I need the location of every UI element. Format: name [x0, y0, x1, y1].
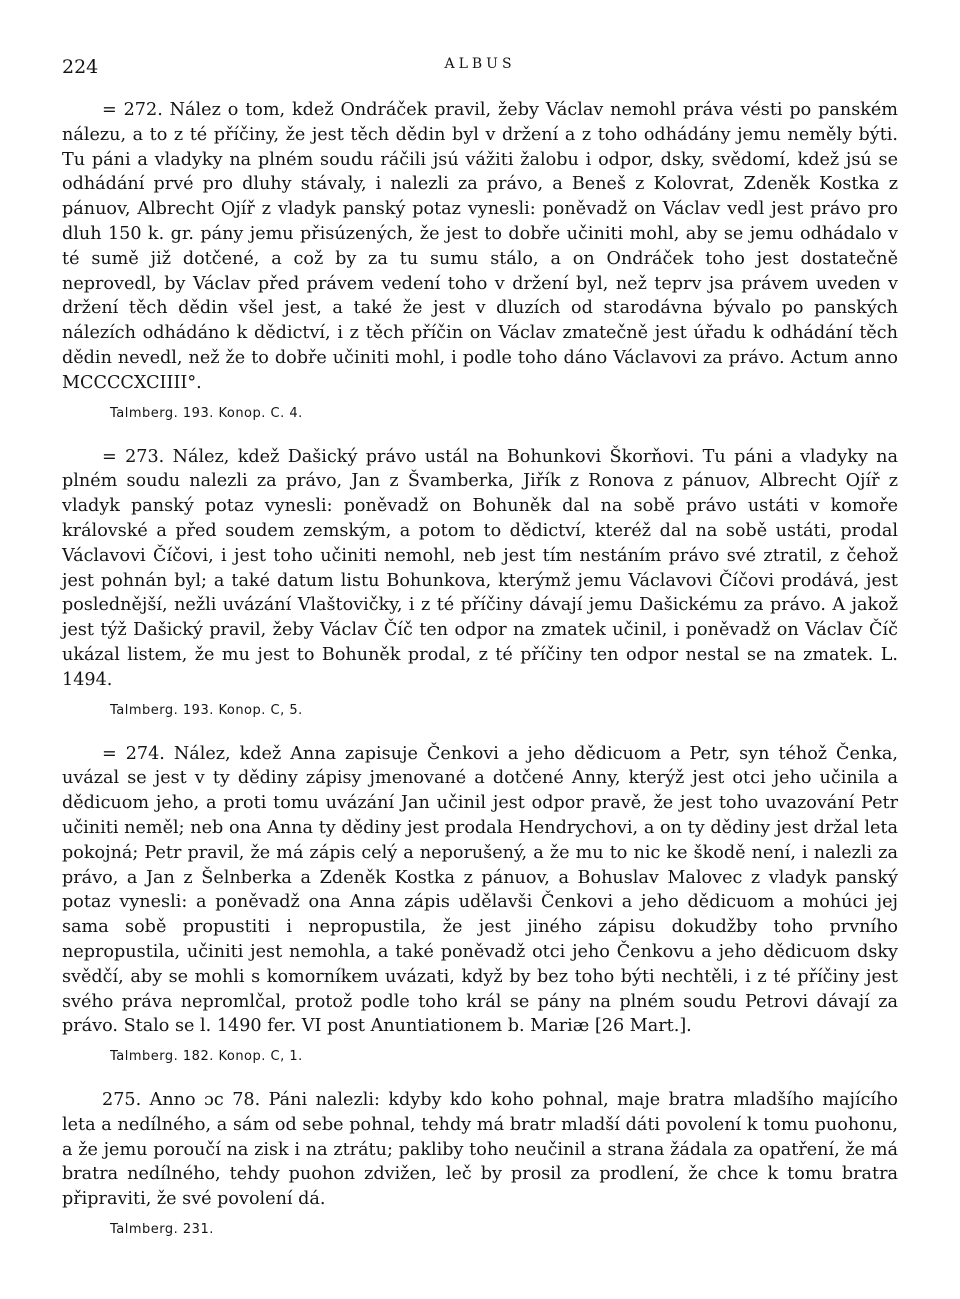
entry-text: 275. Anno ɔc 78. Páni nalezli: kdyby kdo koho pohnal, maje bratra mladšího majícího leta a nedílného, a sám od sebe pohnal, tehdy má bratr mladší dáti povolení k tomu puohonu, a že jemu poroučí na zisk i na ztrátu; pakliby toho neučinil a strana žádala za opatření, že má bratra nedílného, tehdy puohon zdvižen, leč by prosil za prodlení, že chce k tomu bratra připraviti, že své povolení dá. [62, 1090, 898, 1210]
source-citation: Talmberg. 193. Konop. C. 4. [110, 405, 303, 421]
source-citation: Talmberg. 231. [110, 1222, 214, 1238]
source-citation: Talmberg. 193. Konop. C, 5. [110, 702, 303, 718]
entry-275 [62, 1088, 898, 1237]
page-header [62, 56, 898, 86]
page-number: 224 [62, 56, 99, 78]
entry-text: = 272. Nález o tom, kdež Ondráček pravil, žeby Václav nemohl práva vésti po panském nálezu, a to z té příčiny, že jest těch dědin byl v držení a z toho odhádány jemu neměly býti. Tu páni a vladyky na plném soudu ráčili jsú vážiti žalobu i odpor, dsky, svědomí, kdež jsú se odhádání prvé pro dluhy stávaly, i nalezli za právo, a Beneš z Kolovrat, Zdeněk Kostka z pánuov, Albrecht Ojíř z vladyk panský potaz vynesli: poněvadž on Václav vedl jest právo pro dluh 150 k. gr. pány jemu přisúzených, že jest to dobře učiniti mohl, aby se jemu odhádalo v té sumě již dotčené, a což by za tu sumu stálo, a on Ondráček toho jest dostatečně neprovedl, by Václav před právem vedení toho v držení byl, než teprv jsa právem uveden v držení těch dědin všel jest, a také že jest v dluzích od starodávna bývalo po panských nálezích odhádáno k dědictví, i z těch příčin on Václav zmatečně jest úřadu k odhádání těch dědin nevedl, než že to dobře učiniti mohl, i podle toho dáno Václavovi za právo. Actum anno MCCCCXCIIII°. [62, 100, 898, 393]
entry-274 [62, 742, 898, 1065]
entry-text: = 273. Nález, kdež Dašický právo ustál na Bohunkovi Škorňovi. Tu páni a vladyky na plném soudu nalezli za právo, Jan z Švamberka, Jiřík z Ronova z pánuov, Albrecht Ojíř z vladyk panský potaz vynesli: poněvadž on Bohuněk dal na sobě právo ustáti v komoře královské a před soudem zemským, a potom to dědictví, kteréž dal na sobě ustáti, prodal Václavovi Číčovi, i jest toho učiniti nemohl, neb jest tím nestáním právo své ztratil, z čehož jest pohnán byl; a také datum listu Bohunkova, kterýmž jemu Václavovi Číčovi prodává, jest poslednější, nežli uvázání Vlaštovičky, i z té příčiny dávají jemu Dašickému za právo. A jakož jest týž Dašický pravil, žeby Václav Číč ten odpor na zmatek učinil, i poněvadž on Václav Číč ukázal listem, že mu jest to Bohuněk prodal, z té příčiny ten odpor nestal se na zmatek. L. 1494. [62, 446, 898, 690]
entry-273 [62, 445, 898, 718]
document-page [62, 56, 898, 1237]
entry-text: = 274. Nález, kdež Anna zapisuje Čenkovi a jeho dědicuom a Petr, syn téhož Čenka, uvázal se jest v ty dědiny zápisy jmenované a dotčené Anny, kterýž jest otci jeho učinila a dědicuom jeho, a proti tomu uvázání Jan učinil jest odpor pravě, že jest toho uvazování Petr učiniti neměl; neb ona Anna ty dědiny jest prodala Hendrychovi, a on ty dědiny jest držal leta pokojná; Petr pravil, že má zápis celý a neporušený, a že mu to nic ke škodě není, i nalezli za právo, a Jan z Šelnberka a Zdeněk Kostka z pánuov, a Bohuslav Malovec z vladyk panský potaz vynesli: a poněvadž ona Anna zápis udělavši Čenkovi a jeho dědicuom a mohúci jej sama sobě propustiti i nepropustila, že jest jiného zápisu dokudžby toho prvního nepropustila, učiniti jest nemohla, a také poněvadž otci jeho Čenkovu a jeho dědicuom dsky svědčí, aby se mohli s komorníkem uvázati, když by bez toho býti nechtěli, i z té příčiny jest svého práva nepromlčal, protož podle toho král se pány na plném soudu Petrovi dávají za právo. Stalo se l. 1490 fer. VI post Anuntiationem b. Mariæ [26 Mart.]. [62, 743, 898, 1037]
source-citation: Talmberg. 182. Konop. C, 1. [110, 1049, 303, 1065]
entry-272 [62, 98, 898, 421]
running-head: ALBUS [444, 56, 516, 72]
